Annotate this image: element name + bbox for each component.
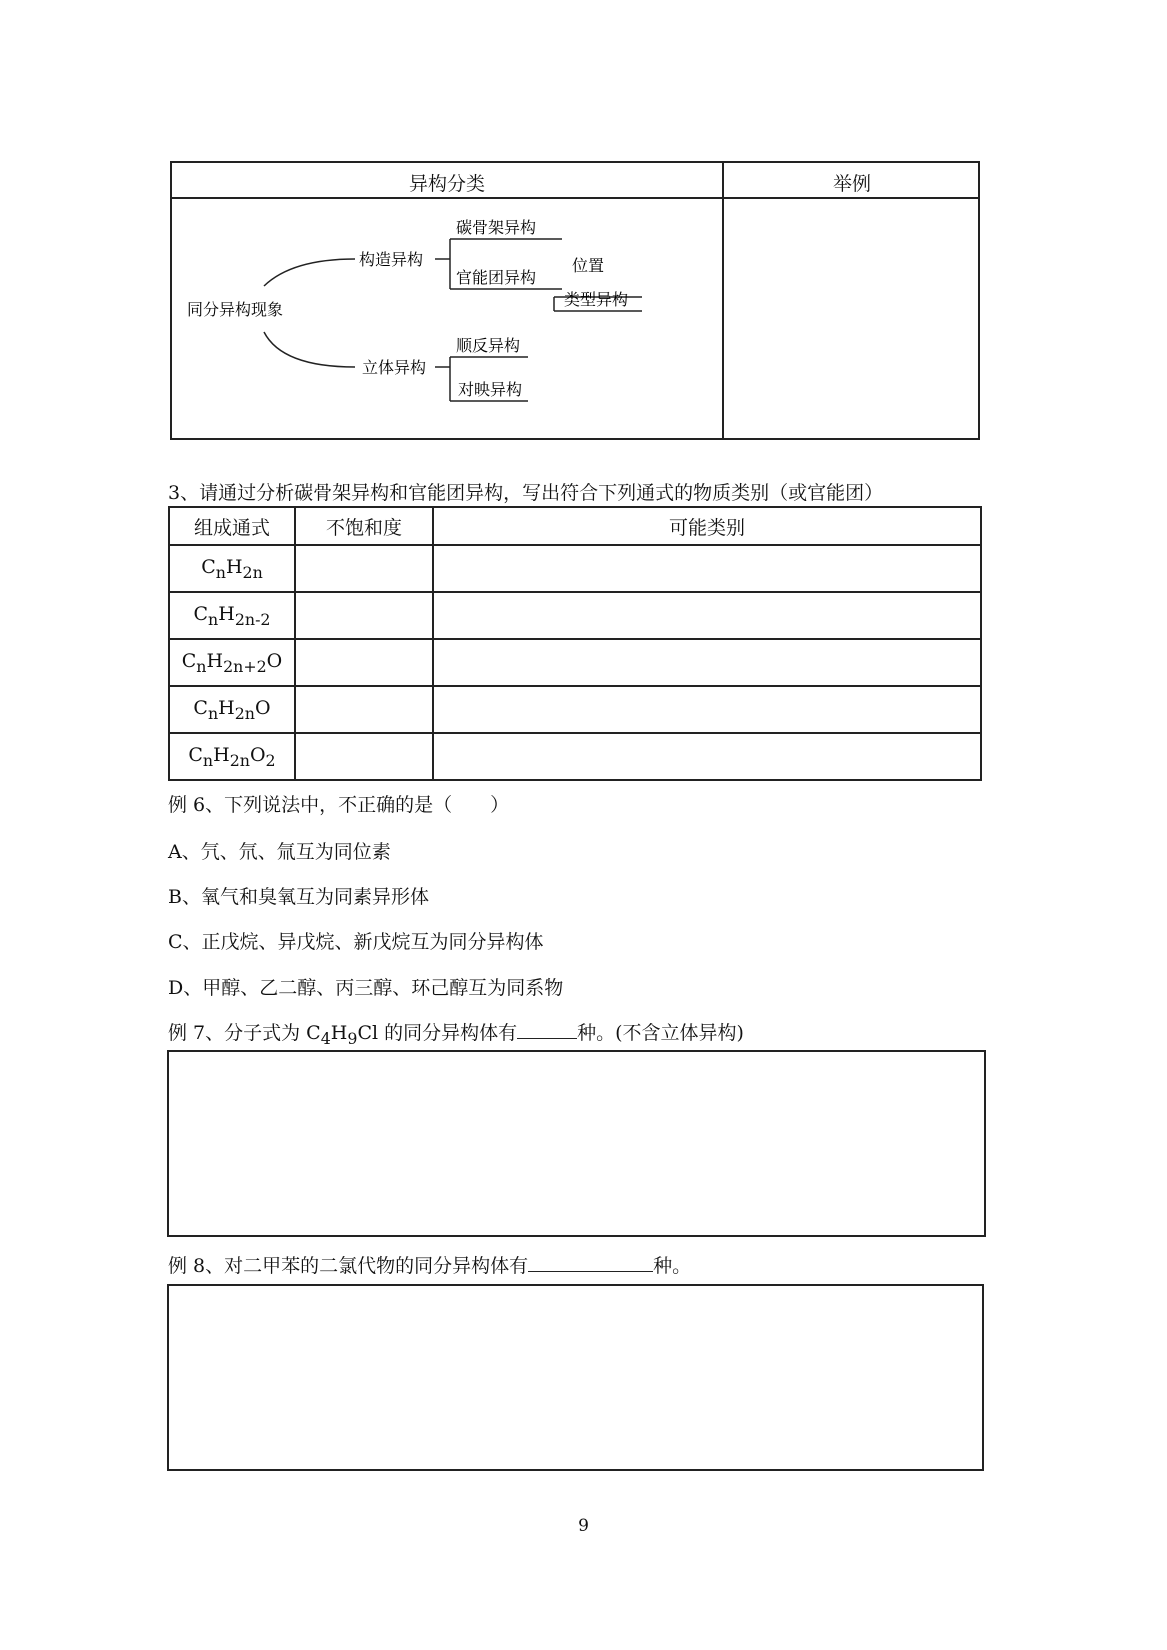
question-3-text: 3、请通过分析碳骨架异构和官能团异构，写出符合下列通式的物质类别（或官能团） [168,482,884,504]
formula-cell: $C_nH_{2n}$ [169,545,295,592]
example-7-stem: 例 7、分子式为 $C_4H_9Cl$ 的同分异构体有 种。(不含立体异构) [168,1022,744,1048]
leaf-cis-trans: 顺反异构 [456,336,521,355]
column-divider [722,163,724,438]
table-row [169,592,981,639]
example-8-stem: 例 8、对二甲苯的二氯代物的同分异构体有 种。 [168,1255,692,1277]
node-structural-isomerism: 构造异构 [359,250,424,269]
header-examples: 举例 [832,173,871,195]
table-row [169,686,981,733]
table-header-row [169,507,981,545]
col-header-formula: 组成通式 [169,507,295,545]
formula-cell: $C_nH_{2n-2}$ [169,592,295,639]
table-row [169,733,981,780]
general-formula-table [168,506,982,781]
example-6-option-b: B、氧气和臭氧互为同素异形体 [168,886,429,908]
formula-cell: $C_nH_{2n+2}O$ [169,639,295,686]
possible-class-cell[interactable] [433,639,981,686]
node-stereoisomerism: 立体异构 [362,358,427,377]
leaf-position: 位置 [572,256,605,275]
leaf-functional-group: 官能团异构 [456,268,537,287]
possible-class-cell[interactable] [433,686,981,733]
answer-blank[interactable] [517,1038,577,1039]
example-6-stem: 例 6、下列说法中，不正确的是（ ） [168,794,510,816]
example-6-option-a: A、氕、氘、氚互为同位素 [168,841,391,863]
formula-cell: $C_nH_{2n}O_2$ [169,733,295,780]
unsaturation-cell[interactable] [295,686,433,733]
possible-class-cell[interactable] [433,545,981,592]
unsaturation-cell[interactable] [295,639,433,686]
isomer-classification-table [170,161,980,440]
example-6-option-d: D、甲醇、乙二醇、丙三醇、环己醇互为同系物 [168,977,564,999]
example-8-answer-box[interactable] [167,1284,984,1471]
answer-blank[interactable] [528,1271,653,1272]
curve-to-structural [264,259,355,286]
page-number: 9 [578,1516,589,1536]
unsaturation-cell[interactable] [295,545,433,592]
possible-class-cell[interactable] [433,733,981,780]
leaf-enantiomer: 对映异构 [458,380,523,399]
leaf-carbon-skeleton: 碳骨架异构 [456,218,537,237]
curve-to-stereo [264,332,355,367]
isomer-tree-diagram [172,199,722,439]
table-row [169,545,981,592]
table-row [169,639,981,686]
leaf-type-isomerism: 类型异构 [564,290,629,309]
possible-class-cell[interactable] [433,592,981,639]
unsaturation-cell[interactable] [295,733,433,780]
formula-cell: $C_nH_{2n}O$ [169,686,295,733]
example-7-answer-box[interactable] [167,1050,986,1237]
example-6-option-c: C、正戊烷、异戊烷、新戊烷互为同分异构体 [168,931,544,953]
col-header-unsaturation: 不饱和度 [295,507,433,545]
header-isomer-classification: 异构分类 [408,173,485,195]
root-isomerism: 同分异构现象 [187,300,284,319]
unsaturation-cell[interactable] [295,592,433,639]
col-header-possible-class: 可能类别 [433,507,981,545]
